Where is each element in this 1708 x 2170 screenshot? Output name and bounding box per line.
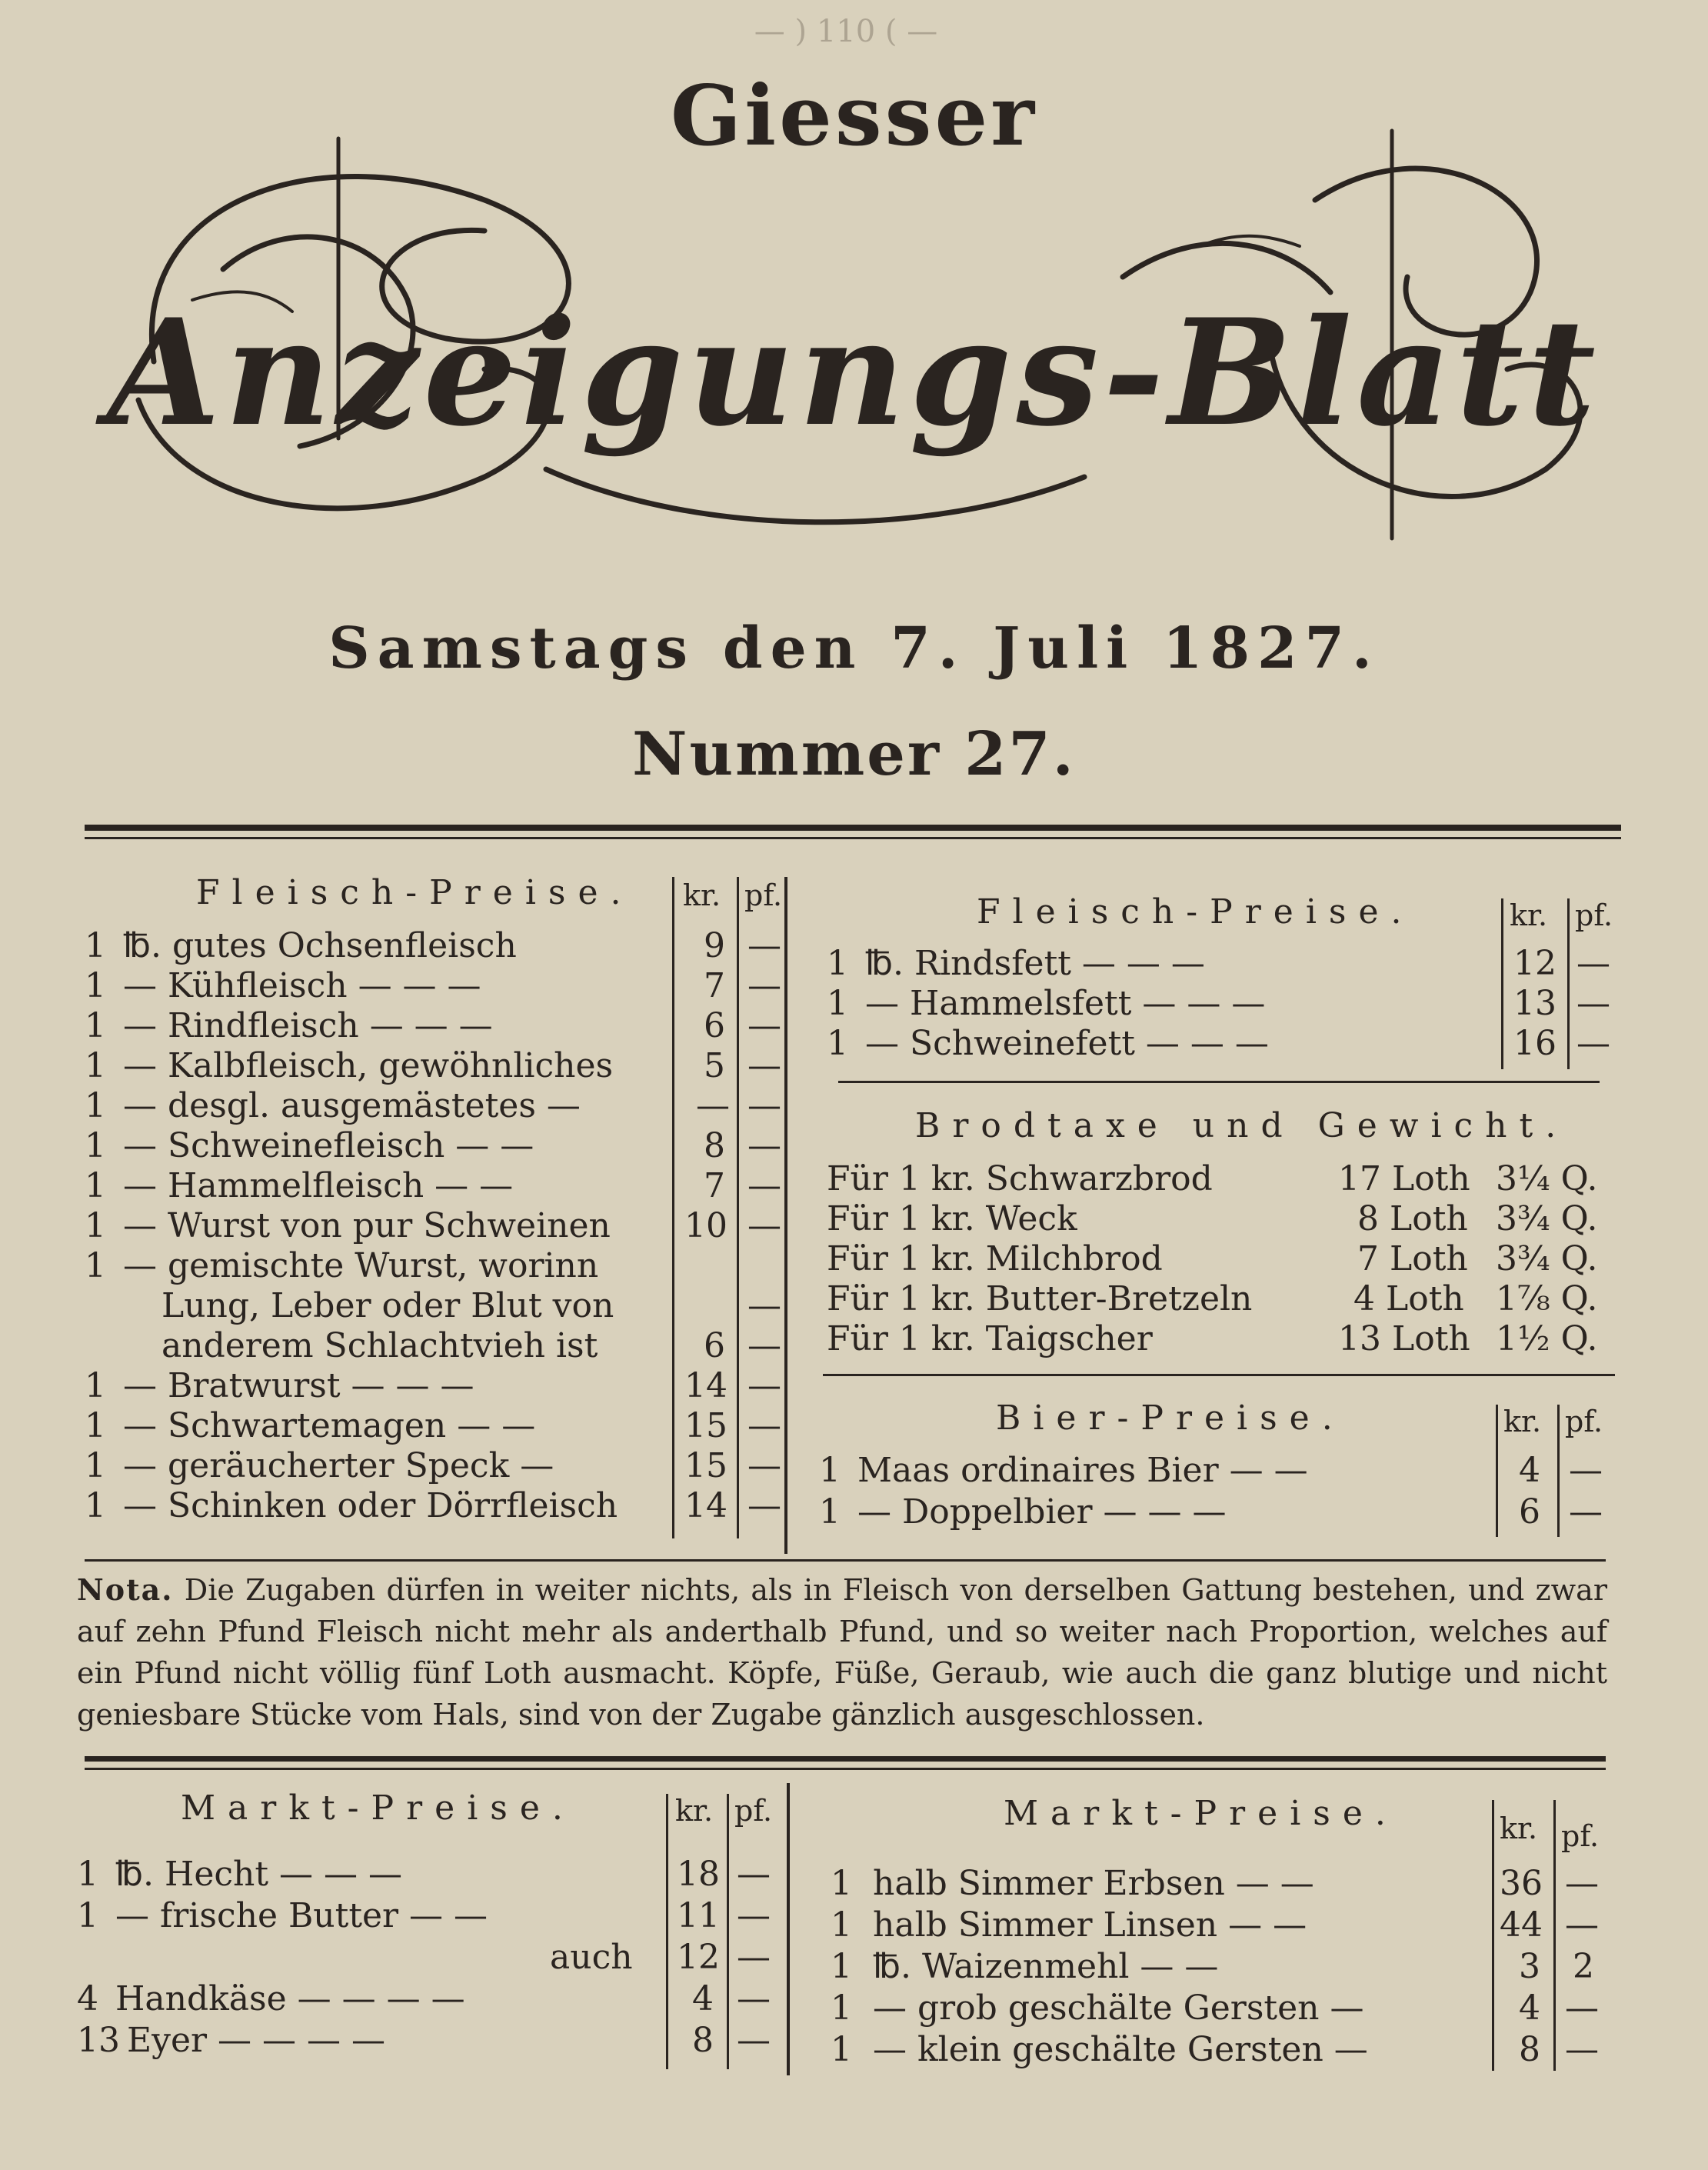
market-left-row: 1 ℔. Hecht — — — 18 —	[77, 1855, 771, 1894]
beer-row: 1 Maas ordinaires Bier — — 4 —	[819, 1451, 1603, 1490]
issue-number: Nummer 27.	[632, 719, 1076, 789]
meat-left-row: 1 — Hammelfleisch — — 7 —	[85, 1166, 781, 1205]
meat-left-row: 1 — Kühfleisch — — — 7 —	[85, 966, 781, 1005]
meat-left-row: 1 — Wurst von pur Schweinen 10 —	[85, 1206, 781, 1245]
meat-right-row: 1 — Hammelsfett — — — 13 —	[827, 984, 1610, 1023]
beer-kr-header: kr.	[1503, 1405, 1542, 1438]
market-left-kr-header: kr.	[675, 1794, 714, 1828]
meat-left-row: 1 — geräucherter Speck — 15 —	[85, 1446, 781, 1485]
meat-left-row: 1 ℔. gutes Ochsenfleisch 9 —	[85, 926, 781, 965]
market-right-kr-header: kr.	[1500, 1812, 1538, 1845]
market-right-row: 1 — grob geschälte Gersten — 4 —	[831, 1988, 1599, 2028]
market-left-row: 1 — frische Butter — — 11 —	[77, 1896, 771, 1935]
nota-key: Nota.	[77, 1572, 174, 1607]
meat-left-row: 1 — Rindfleisch — — — 6 —	[85, 1006, 781, 1045]
market-left-row: auch 12 —	[550, 1938, 771, 1977]
market-right-pf-header: pf.	[1561, 1819, 1600, 1853]
market-right-row: 1 halb Simmer Linsen — — 44 —	[831, 1905, 1599, 1945]
bread-rule	[823, 1374, 1615, 1376]
meat-right-pf-header: pf.	[1575, 898, 1613, 932]
nota-paragraph	[77, 1569, 1607, 1735]
bread-row: Für 1 kr. Schwarzbrod 17 Loth 3¼ Q.	[827, 1159, 1598, 1198]
bread-row: Für 1 kr. Taigscher 13 Loth 1½ Q.	[827, 1319, 1598, 1358]
meat-left-row: anderem Schlachtvieh ist 6 —	[161, 1326, 781, 1365]
bread-row: Für 1 kr. Milchbrod 7 Loth 3¾ Q.	[827, 1239, 1598, 1278]
market-left-row: 4 Handkäse — — — — 4 —	[77, 1979, 771, 2018]
masthead-rule-thin	[85, 837, 1621, 839]
beer-heading: Bier-Preise.	[996, 1398, 1345, 1438]
meat-left-row: 1 — Schweinefleisch — — 8 —	[85, 1126, 781, 1165]
market-left-divider-3	[787, 1783, 790, 2075]
market-rule-thin	[85, 1768, 1606, 1770]
bread-row: Für 1 kr. Weck 8 Loth 3¾ Q.	[827, 1199, 1598, 1238]
masthead-block	[85, 108, 1623, 600]
meat-right-kr-header: kr.	[1510, 898, 1548, 932]
market-right-row: 1 — klein geschälte Gersten — 8 —	[831, 2030, 1599, 2069]
bread-heading: Brodtaxe und Gewicht.	[915, 1106, 1569, 1145]
market-left-heading: Markt-Preise.	[181, 1788, 575, 1828]
meat-left-row: 1 — Kalbfleisch, gewöhnliches 5 —	[85, 1046, 781, 1085]
bread-row: Für 1 kr. Butter-Bretzeln 4 Loth 1⅞ Q.	[827, 1279, 1598, 1318]
market-right-row: 1 ℔. Waizenmehl — — 3 2	[831, 1947, 1594, 1986]
market-left-pf-header: pf.	[734, 1794, 773, 1828]
meat-right-heading: Fleisch-Preise.	[977, 892, 1414, 932]
meat-left-kr-header: kr.	[683, 878, 721, 912]
meat-left-heading: Fleisch-Preise.	[196, 873, 634, 912]
meat-left-divider-3	[784, 877, 787, 1554]
market-right-row: 1 halb Simmer Erbsen — — 36 —	[831, 1864, 1599, 1903]
meat-left-row: 1 — desgl. ausgemästetes — — —	[85, 1086, 781, 1125]
market-rule-thick	[85, 1756, 1606, 1762]
meat-right-row: 1 — Schweinefett — — — 16 —	[827, 1024, 1610, 1063]
masthead-title-top: Giesser	[670, 68, 1038, 165]
nota-text: Die Zugaben dürfen in weiter nichts, als in Fleisch von derselben Gattung bestehen, und zwar auf zehn Pfund Fleisch nicht mehr als anderthalb Pfund, und so weiter nach Proportion, welches auf ein Pfund nicht völlig fünf Loth ausmacht. Köpfe, Füße, Geraub, wie auch die ganz blutige und nicht geniesbare Stücke vom Hals, sind von der Zugabe gänzlich ausgeschlossen.	[77, 1573, 1607, 1732]
beer-pf-header: pf.	[1565, 1405, 1603, 1438]
meat-left-row: 1 — Schwartemagen — — 15 —	[85, 1406, 781, 1445]
masthead-title-main: Anzeigungs-Blatt	[107, 287, 1600, 458]
page-number-mark: — ) 110 ( —	[754, 14, 938, 49]
nota-top-rule	[85, 1559, 1606, 1562]
meat-left-row: 1 — Bratwurst — — — 14 —	[85, 1366, 781, 1405]
dateline: Samstags den 7. Juli 1827.	[328, 615, 1380, 682]
meat-left-row: 1 — gemischte Wurst, worinn	[85, 1246, 599, 1285]
market-right-heading: Markt-Preise.	[1004, 1794, 1398, 1833]
beer-row: 1 — Doppelbier — — — 6 —	[819, 1492, 1603, 1532]
masthead-rule-thick	[85, 825, 1621, 831]
meat-left-row: Lung, Leber oder Blut von —	[161, 1286, 781, 1325]
meat-right-rule	[838, 1081, 1600, 1083]
meat-left-pf-header: pf.	[744, 878, 783, 912]
meat-left-row: 1 — Schinken oder Dörrfleisch 14 —	[85, 1486, 781, 1525]
meat-right-row: 1 ℔. Rindsfett — — — 12 —	[827, 944, 1610, 983]
market-left-row: 13 Eyer — — — — 8 —	[77, 2021, 771, 2060]
